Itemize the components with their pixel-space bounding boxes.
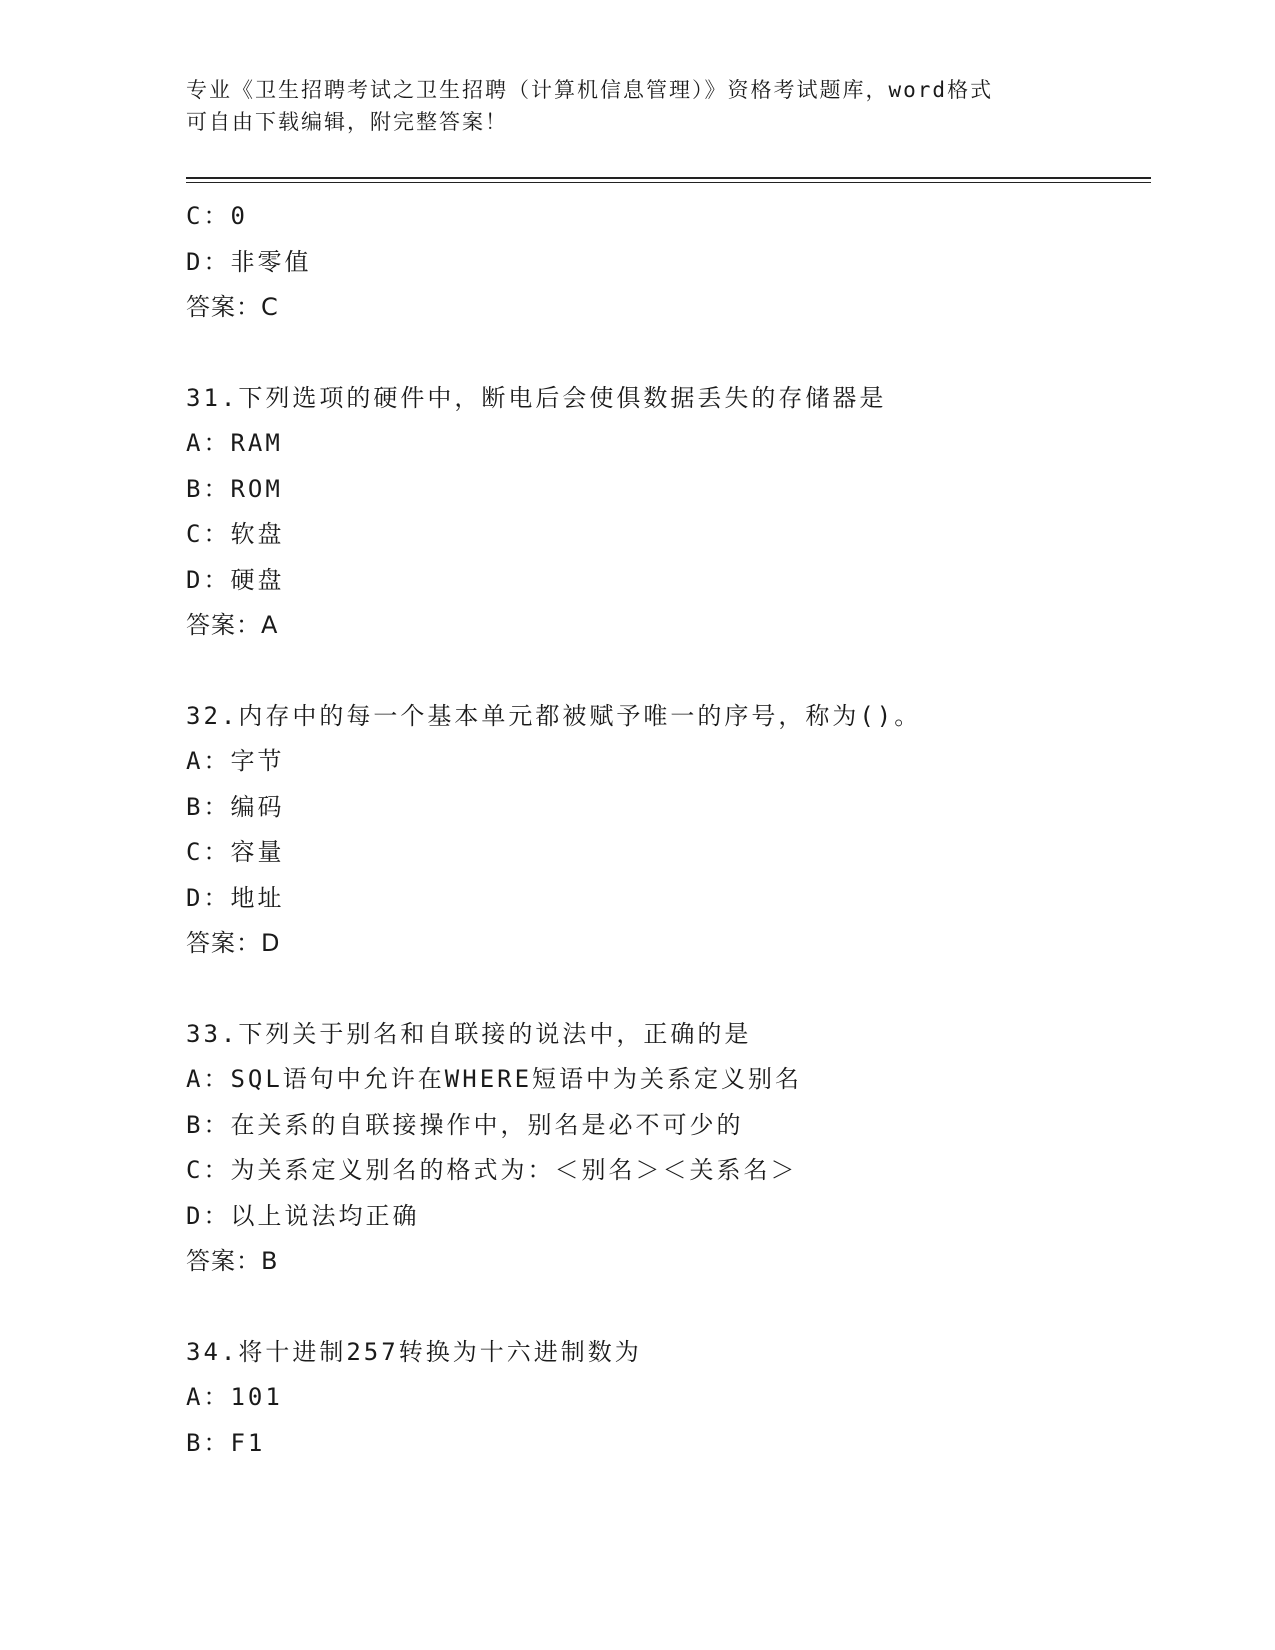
option-a: A：字节 xyxy=(186,747,285,775)
spacer xyxy=(186,331,1146,376)
option-c: C：软盘 xyxy=(186,520,285,548)
answer-text: 答案：C xyxy=(186,293,279,321)
answer-text: 答案：B xyxy=(186,1247,279,1275)
option-a: A：SQL语句中允许在WHERE短语中为关系定义别名 xyxy=(186,1065,803,1093)
question-list xyxy=(186,194,1146,1466)
header-line-1: 专业《卫生招聘考试之卫生招聘（计算机信息管理）》资格考试题库，word格式 xyxy=(186,78,994,102)
option-b: B：F1 xyxy=(186,1428,266,1457)
option-a: A：101 xyxy=(186,1383,283,1411)
question-text: 34.将十进制257转换为十六进制数为 xyxy=(186,1337,642,1366)
option-d: D：以上说法均正确 xyxy=(186,1201,420,1230)
document-header xyxy=(186,74,1066,138)
option-c: C：0 xyxy=(186,202,248,230)
spacer xyxy=(186,967,1146,1012)
question-30-tail xyxy=(186,194,1146,331)
question-31 xyxy=(186,376,1146,649)
question-text: 31.下列选项的硬件中，断电后会使俱数据丢失的存储器是 xyxy=(186,383,887,412)
option-a: A：RAM xyxy=(186,429,283,457)
option-d: D：硬盘 xyxy=(186,565,285,594)
spacer xyxy=(186,1285,1146,1330)
header-rule-thick xyxy=(186,177,1151,179)
option-c: C：为关系定义别名的格式为：＜别名＞＜关系名＞ xyxy=(186,1156,798,1184)
question-33 xyxy=(186,1012,1146,1285)
option-b: B：编码 xyxy=(186,792,285,821)
option-d: D：地址 xyxy=(186,883,285,912)
question-32 xyxy=(186,694,1146,967)
answer-text: 答案：A xyxy=(186,611,279,639)
answer-text: 答案：D xyxy=(186,929,281,957)
spacer xyxy=(186,649,1146,694)
header-line-2: 可自由下载编辑，附完整答案！ xyxy=(186,110,508,134)
option-d: D：非零值 xyxy=(186,247,312,276)
option-c: C：容量 xyxy=(186,838,285,866)
question-34 xyxy=(186,1330,1146,1467)
question-text: 33.下列关于别名和自联接的说法中，正确的是 xyxy=(186,1019,752,1048)
question-text: 32.内存中的每一个基本单元都被赋予唯一的序号，称为()。 xyxy=(186,701,922,730)
header-rule-thin xyxy=(186,182,1151,183)
option-b: B：在关系的自联接操作中，别名是必不可少的 xyxy=(186,1110,744,1139)
option-b: B：ROM xyxy=(186,474,283,503)
